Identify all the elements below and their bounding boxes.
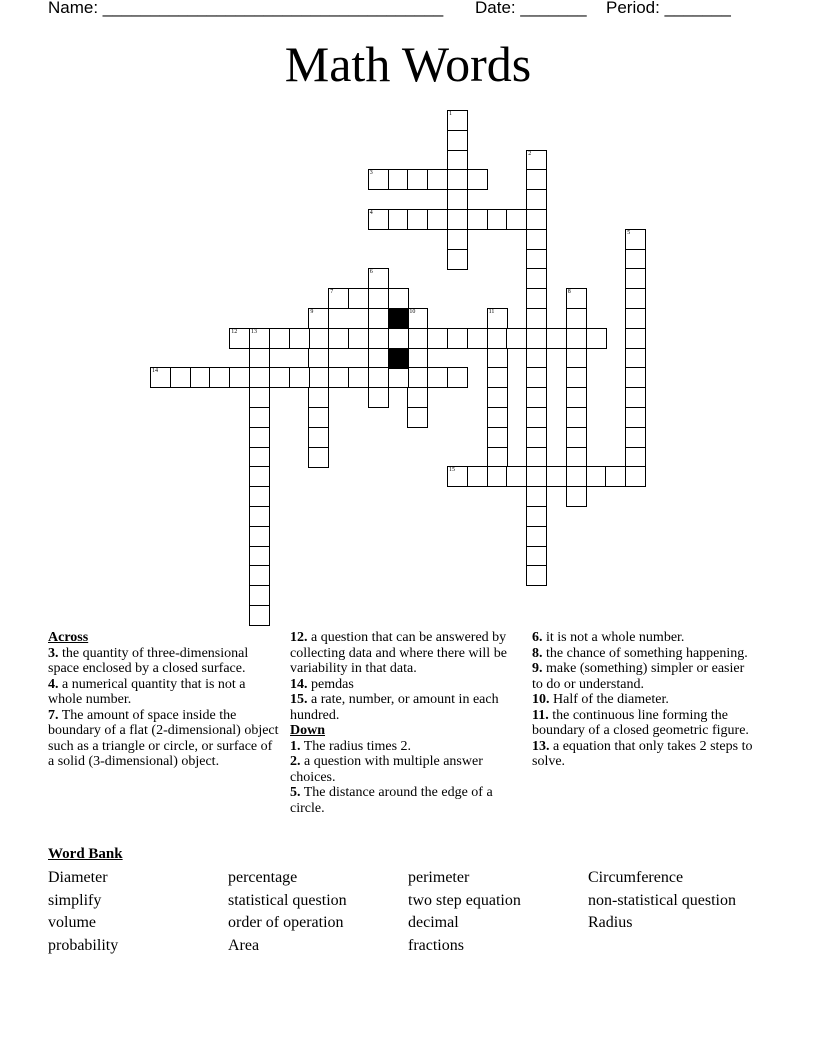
crossword-cell[interactable]	[229, 328, 250, 349]
clue-number: 4	[369, 210, 373, 216]
down-clue	[532, 661, 757, 692]
clue-text: make (something) simpler or easier to do or understand.	[532, 661, 745, 692]
crossword-cell[interactable]	[625, 367, 646, 388]
crossword-cell[interactable]	[566, 466, 587, 487]
crossword-cell[interactable]	[407, 387, 428, 408]
down-clue	[290, 785, 518, 816]
clue-text: pemdas	[307, 676, 354, 692]
crossword-cell[interactable]	[328, 328, 349, 349]
crossword-cell[interactable]	[388, 169, 409, 190]
crossword-cell[interactable]	[625, 229, 646, 250]
clue-number: 2	[528, 150, 532, 157]
crossword-cell[interactable]	[447, 328, 468, 349]
clue-text: a rate, number, or amount in each hundred.	[290, 692, 499, 723]
crossword-cell[interactable]	[348, 367, 369, 388]
across-heading: Across	[48, 630, 89, 645]
crossword-cell[interactable]	[209, 367, 230, 388]
crossword-cell[interactable]	[368, 387, 389, 408]
clue-number: 1	[449, 111, 452, 117]
clue-text: The amount of space inside the boundary of a flat (2-dimensional) object such as a triangle or circle, or surface of a solid (3-dimensional) object.	[48, 707, 279, 769]
clue-number: 14	[152, 368, 158, 375]
crossword-cell[interactable]	[526, 466, 547, 487]
crossword-cell[interactable]	[249, 546, 270, 567]
crossword-cell[interactable]	[447, 110, 468, 131]
word-bank-word: non-statistical question	[588, 891, 736, 909]
word-bank-word: decimal	[408, 914, 459, 932]
crossword-cell[interactable]	[566, 308, 587, 329]
clue-number: 12.	[290, 630, 308, 645]
crossword-cell[interactable]	[566, 348, 587, 369]
down-heading: Down	[290, 723, 326, 738]
crossword-cell[interactable]	[625, 268, 646, 289]
clue-text: a numerical quantity that is not a whole number.	[48, 676, 246, 707]
crossword-cell[interactable]	[546, 466, 567, 487]
crossword-cell[interactable]	[249, 367, 270, 388]
crossword-cell[interactable]	[368, 169, 389, 190]
crossword-cell[interactable]	[407, 308, 428, 329]
crossword-cell[interactable]	[407, 367, 428, 388]
crossword-cell[interactable]	[526, 407, 547, 428]
crossword-cell[interactable]	[368, 367, 389, 388]
crossword-cell[interactable]	[526, 387, 547, 408]
down-clue	[532, 692, 757, 708]
crossword-cell[interactable]	[487, 427, 508, 448]
clue-number: 13	[251, 328, 257, 335]
across-clue	[48, 677, 280, 708]
crossword-cell[interactable]	[526, 565, 547, 586]
crossword-cell[interactable]	[447, 209, 468, 230]
clue-number: 15	[449, 467, 455, 474]
crossword-cell[interactable]	[526, 427, 547, 448]
clue-text: a equation that only takes 2 steps to solve.	[532, 738, 753, 769]
crossword-cell[interactable]	[447, 229, 468, 250]
crossword-cell[interactable]	[308, 308, 329, 329]
crossword-cell[interactable]	[289, 367, 310, 388]
down-clue	[532, 739, 757, 770]
crossword-cell[interactable]	[308, 407, 329, 428]
crossword-cell[interactable]	[308, 328, 329, 349]
crossword-cell[interactable]	[487, 387, 508, 408]
crossword-cell[interactable]	[348, 288, 369, 309]
period-field-label[interactable]: Period: _______	[606, 0, 731, 17]
clue-text: the chance of something happening.	[542, 645, 748, 661]
crossword-cell[interactable]	[526, 288, 547, 309]
crossword-cell[interactable]	[586, 466, 607, 487]
crossword-cell[interactable]	[467, 169, 488, 190]
crossword-cell[interactable]	[526, 447, 547, 468]
date-field-label[interactable]: Date: _______	[475, 0, 587, 17]
crossword-cell[interactable]	[308, 387, 329, 408]
crossword-cell[interactable]	[249, 506, 270, 527]
down-clues-column	[532, 630, 757, 770]
crossword-cell[interactable]	[407, 328, 428, 349]
crossword-cell[interactable]	[249, 565, 270, 586]
crossword-cell[interactable]	[447, 169, 468, 190]
crossword-cell[interactable]	[526, 506, 547, 527]
crossword-cell[interactable]	[388, 367, 409, 388]
crossword-cell[interactable]	[427, 209, 448, 230]
clue-number: 6	[369, 269, 373, 276]
crossword-cell[interactable]	[249, 486, 270, 507]
crossword-cell[interactable]	[526, 169, 547, 190]
crossword-cell[interactable]	[506, 328, 527, 349]
crossword-cell[interactable]	[625, 249, 646, 270]
crossword-cell[interactable]	[586, 328, 607, 349]
crossword-cell[interactable]	[526, 229, 547, 250]
crossword-cell[interactable]	[467, 466, 488, 487]
clue-number: 9.	[532, 661, 543, 676]
crossword-cell[interactable]	[566, 288, 587, 309]
crossword-cell[interactable]	[625, 466, 646, 487]
crossword-cell[interactable]	[487, 407, 508, 428]
crossword-cell[interactable]	[506, 466, 527, 487]
clue-number: 7	[330, 289, 334, 296]
clue-text: the continuous line forming the boundary of a closed geometric figure.	[532, 707, 749, 738]
clue-text: a question with multiple answer choices.	[290, 754, 483, 785]
clue-number: 1.	[290, 738, 301, 754]
word-bank-heading: Word Bank	[48, 846, 123, 862]
crossword-cell[interactable]	[368, 348, 389, 369]
crossword-cell[interactable]	[190, 367, 211, 388]
crossword-cell[interactable]	[388, 209, 409, 230]
clue-number: 5.	[290, 785, 301, 800]
crossword-cell[interactable]	[407, 209, 428, 230]
clue-number: 15.	[290, 692, 308, 707]
crossword-cell[interactable]	[447, 189, 468, 210]
down-clue	[532, 708, 757, 739]
crossword-cell[interactable]	[407, 169, 428, 190]
crossword-cell[interactable]	[487, 209, 508, 230]
crossword-cell[interactable]	[328, 288, 349, 309]
crossword-cell[interactable]	[566, 447, 587, 468]
clue-number: 7.	[48, 707, 59, 723]
crossword-cell[interactable]	[487, 328, 508, 349]
crossword-cell[interactable]	[566, 486, 587, 507]
clue-number: 12	[231, 328, 238, 335]
crossword-cell[interactable]	[249, 407, 270, 428]
clue-number: 5	[627, 229, 631, 236]
crossword-cell[interactable]	[447, 150, 468, 171]
word-bank-word: Area	[228, 936, 260, 954]
crossword-cell[interactable]	[526, 249, 547, 270]
crossword-cell[interactable]	[566, 407, 587, 428]
crossword-cell[interactable]	[150, 367, 171, 388]
crossword-cell[interactable]	[625, 447, 646, 468]
crossword-cell[interactable]	[427, 367, 448, 388]
clue-text: it is not a whole number.	[542, 630, 685, 645]
crossword-cell[interactable]	[269, 367, 290, 388]
crossword-cell[interactable]	[487, 466, 508, 487]
clue-number: 6.	[532, 630, 543, 645]
crossword-cell[interactable]	[467, 328, 488, 349]
crossword-cell[interactable]	[249, 526, 270, 547]
blocked-cell	[388, 348, 409, 369]
crossword-cell[interactable]	[328, 367, 349, 388]
crossword-cell[interactable]	[407, 348, 428, 369]
crossword-cell[interactable]	[467, 209, 488, 230]
crossword-cell[interactable]	[487, 367, 508, 388]
across-clue	[290, 630, 518, 677]
blocked-cell	[388, 308, 409, 329]
clue-number: 4.	[48, 676, 59, 692]
crossword-cell[interactable]	[625, 348, 646, 369]
crossword-cell[interactable]	[249, 348, 270, 369]
crossword-cell[interactable]	[566, 387, 587, 408]
crossword-cell[interactable]	[249, 427, 270, 448]
clue-text: The distance around the edge of a circle.	[290, 785, 493, 816]
crossword-cell[interactable]	[526, 268, 547, 289]
crossword-cell[interactable]	[368, 308, 389, 329]
across-clue	[48, 708, 280, 770]
crossword-cell[interactable]	[526, 150, 547, 171]
clue-number: 11.	[532, 707, 549, 723]
crossword-cell[interactable]	[249, 466, 270, 487]
crossword-cell[interactable]	[368, 268, 389, 289]
crossword-cell[interactable]	[308, 367, 329, 388]
word-bank-word: probability	[48, 936, 119, 954]
crossword-cell[interactable]	[526, 209, 547, 230]
crossword-cell[interactable]	[269, 328, 290, 349]
word-bank-word: statistical question	[228, 891, 347, 909]
crossword-cell[interactable]	[249, 328, 270, 349]
down-clue	[290, 754, 518, 785]
crossword-cell[interactable]	[625, 288, 646, 309]
crossword-cell[interactable]	[447, 249, 468, 270]
crossword-cell[interactable]	[368, 209, 389, 230]
crossword-cell[interactable]	[249, 447, 270, 468]
down-clue	[290, 739, 518, 755]
crossword-cell[interactable]	[546, 328, 567, 349]
crossword-cell[interactable]	[487, 348, 508, 369]
down-clue	[532, 630, 757, 646]
across-clue	[290, 692, 518, 723]
clue-number: 3.	[48, 645, 59, 661]
crossword-cell[interactable]	[566, 328, 587, 349]
word-bank-word: Diameter	[48, 869, 108, 886]
crossword-cell[interactable]	[308, 447, 329, 468]
crossword-cell[interactable]	[388, 328, 409, 349]
clue-text: The radius times 2.	[300, 738, 412, 754]
crossword-cell[interactable]	[229, 367, 250, 388]
word-bank-word: volume	[48, 914, 96, 932]
crossword-cell[interactable]	[427, 169, 448, 190]
clue-number: 10.	[532, 692, 550, 707]
clue-number: 11	[488, 309, 495, 315]
crossword-cell[interactable]	[526, 189, 547, 210]
clue-text: Half of the diameter.	[549, 692, 669, 707]
clue-number: 13.	[532, 738, 550, 754]
crossword-cell[interactable]	[526, 348, 547, 369]
crossword-cell[interactable]	[625, 387, 646, 408]
crossword-cell[interactable]	[526, 328, 547, 349]
crossword-cell[interactable]	[566, 427, 587, 448]
crossword-cell[interactable]	[249, 585, 270, 606]
name-field-label[interactable]: Name: ____________________________________	[48, 0, 444, 17]
crossword-cell[interactable]	[526, 308, 547, 329]
crossword-cell[interactable]	[249, 605, 270, 626]
clue-number: 8	[567, 289, 571, 296]
crossword-cell[interactable]	[447, 130, 468, 151]
crossword-cell[interactable]	[170, 367, 191, 388]
crossword-cell[interactable]	[447, 466, 468, 487]
crossword-cell[interactable]	[526, 367, 547, 388]
crossword-cell[interactable]	[526, 526, 547, 547]
clue-text: a question that can be answered by collecting data and where there will be variability in that data.	[290, 630, 507, 676]
clue-number: 9	[310, 309, 314, 315]
across-down-clues-column	[290, 630, 518, 816]
crossword-cell[interactable]	[487, 447, 508, 468]
word-bank-word: simplify	[48, 891, 102, 909]
clue-number: 14.	[290, 676, 308, 692]
across-clue	[290, 677, 518, 693]
crossword-cell[interactable]	[526, 546, 547, 567]
crossword-cell[interactable]	[625, 407, 646, 428]
crossword-cell[interactable]	[249, 387, 270, 408]
crossword-cell[interactable]	[388, 288, 409, 309]
word-bank-word: perimeter	[408, 869, 470, 886]
word-bank-word: Radius	[588, 914, 633, 932]
crossword-cell[interactable]	[368, 288, 389, 309]
word-bank-word: two step equation	[408, 891, 521, 909]
crossword-cell[interactable]	[625, 308, 646, 329]
crossword-cell[interactable]	[368, 328, 389, 349]
across-clues-column	[48, 630, 280, 770]
crossword-cell[interactable]	[308, 348, 329, 369]
clue-text: the quantity of three-dimensional space enclosed by a closed surface.	[48, 645, 249, 676]
crossword-cell[interactable]	[447, 367, 468, 388]
word-bank-word: Circumference	[588, 869, 684, 886]
crossword-cell[interactable]	[348, 328, 369, 349]
across-clue	[48, 646, 280, 677]
down-clue	[532, 646, 757, 662]
crossword-cell[interactable]	[526, 486, 547, 507]
clue-number: 3	[369, 170, 373, 177]
clue-number: 8.	[532, 645, 543, 661]
word-bank-word: percentage	[228, 869, 298, 886]
crossword-cell[interactable]	[625, 328, 646, 349]
crossword-cell[interactable]	[407, 407, 428, 428]
crossword-cell[interactable]	[308, 427, 329, 448]
crossword-cell[interactable]	[487, 308, 508, 329]
page-title: Math Words	[284, 36, 532, 92]
crossword-cell[interactable]	[605, 466, 626, 487]
clue-number: 2.	[290, 754, 301, 769]
clue-number: 10	[409, 309, 416, 315]
word-bank-word: fractions	[408, 936, 464, 954]
crossword-cell[interactable]	[625, 427, 646, 448]
crossword-cell[interactable]	[566, 367, 587, 388]
crossword-cell[interactable]	[427, 328, 448, 349]
word-bank-word: order of operation	[228, 914, 344, 932]
crossword-cell[interactable]	[506, 209, 527, 230]
crossword-cell[interactable]	[289, 328, 310, 349]
